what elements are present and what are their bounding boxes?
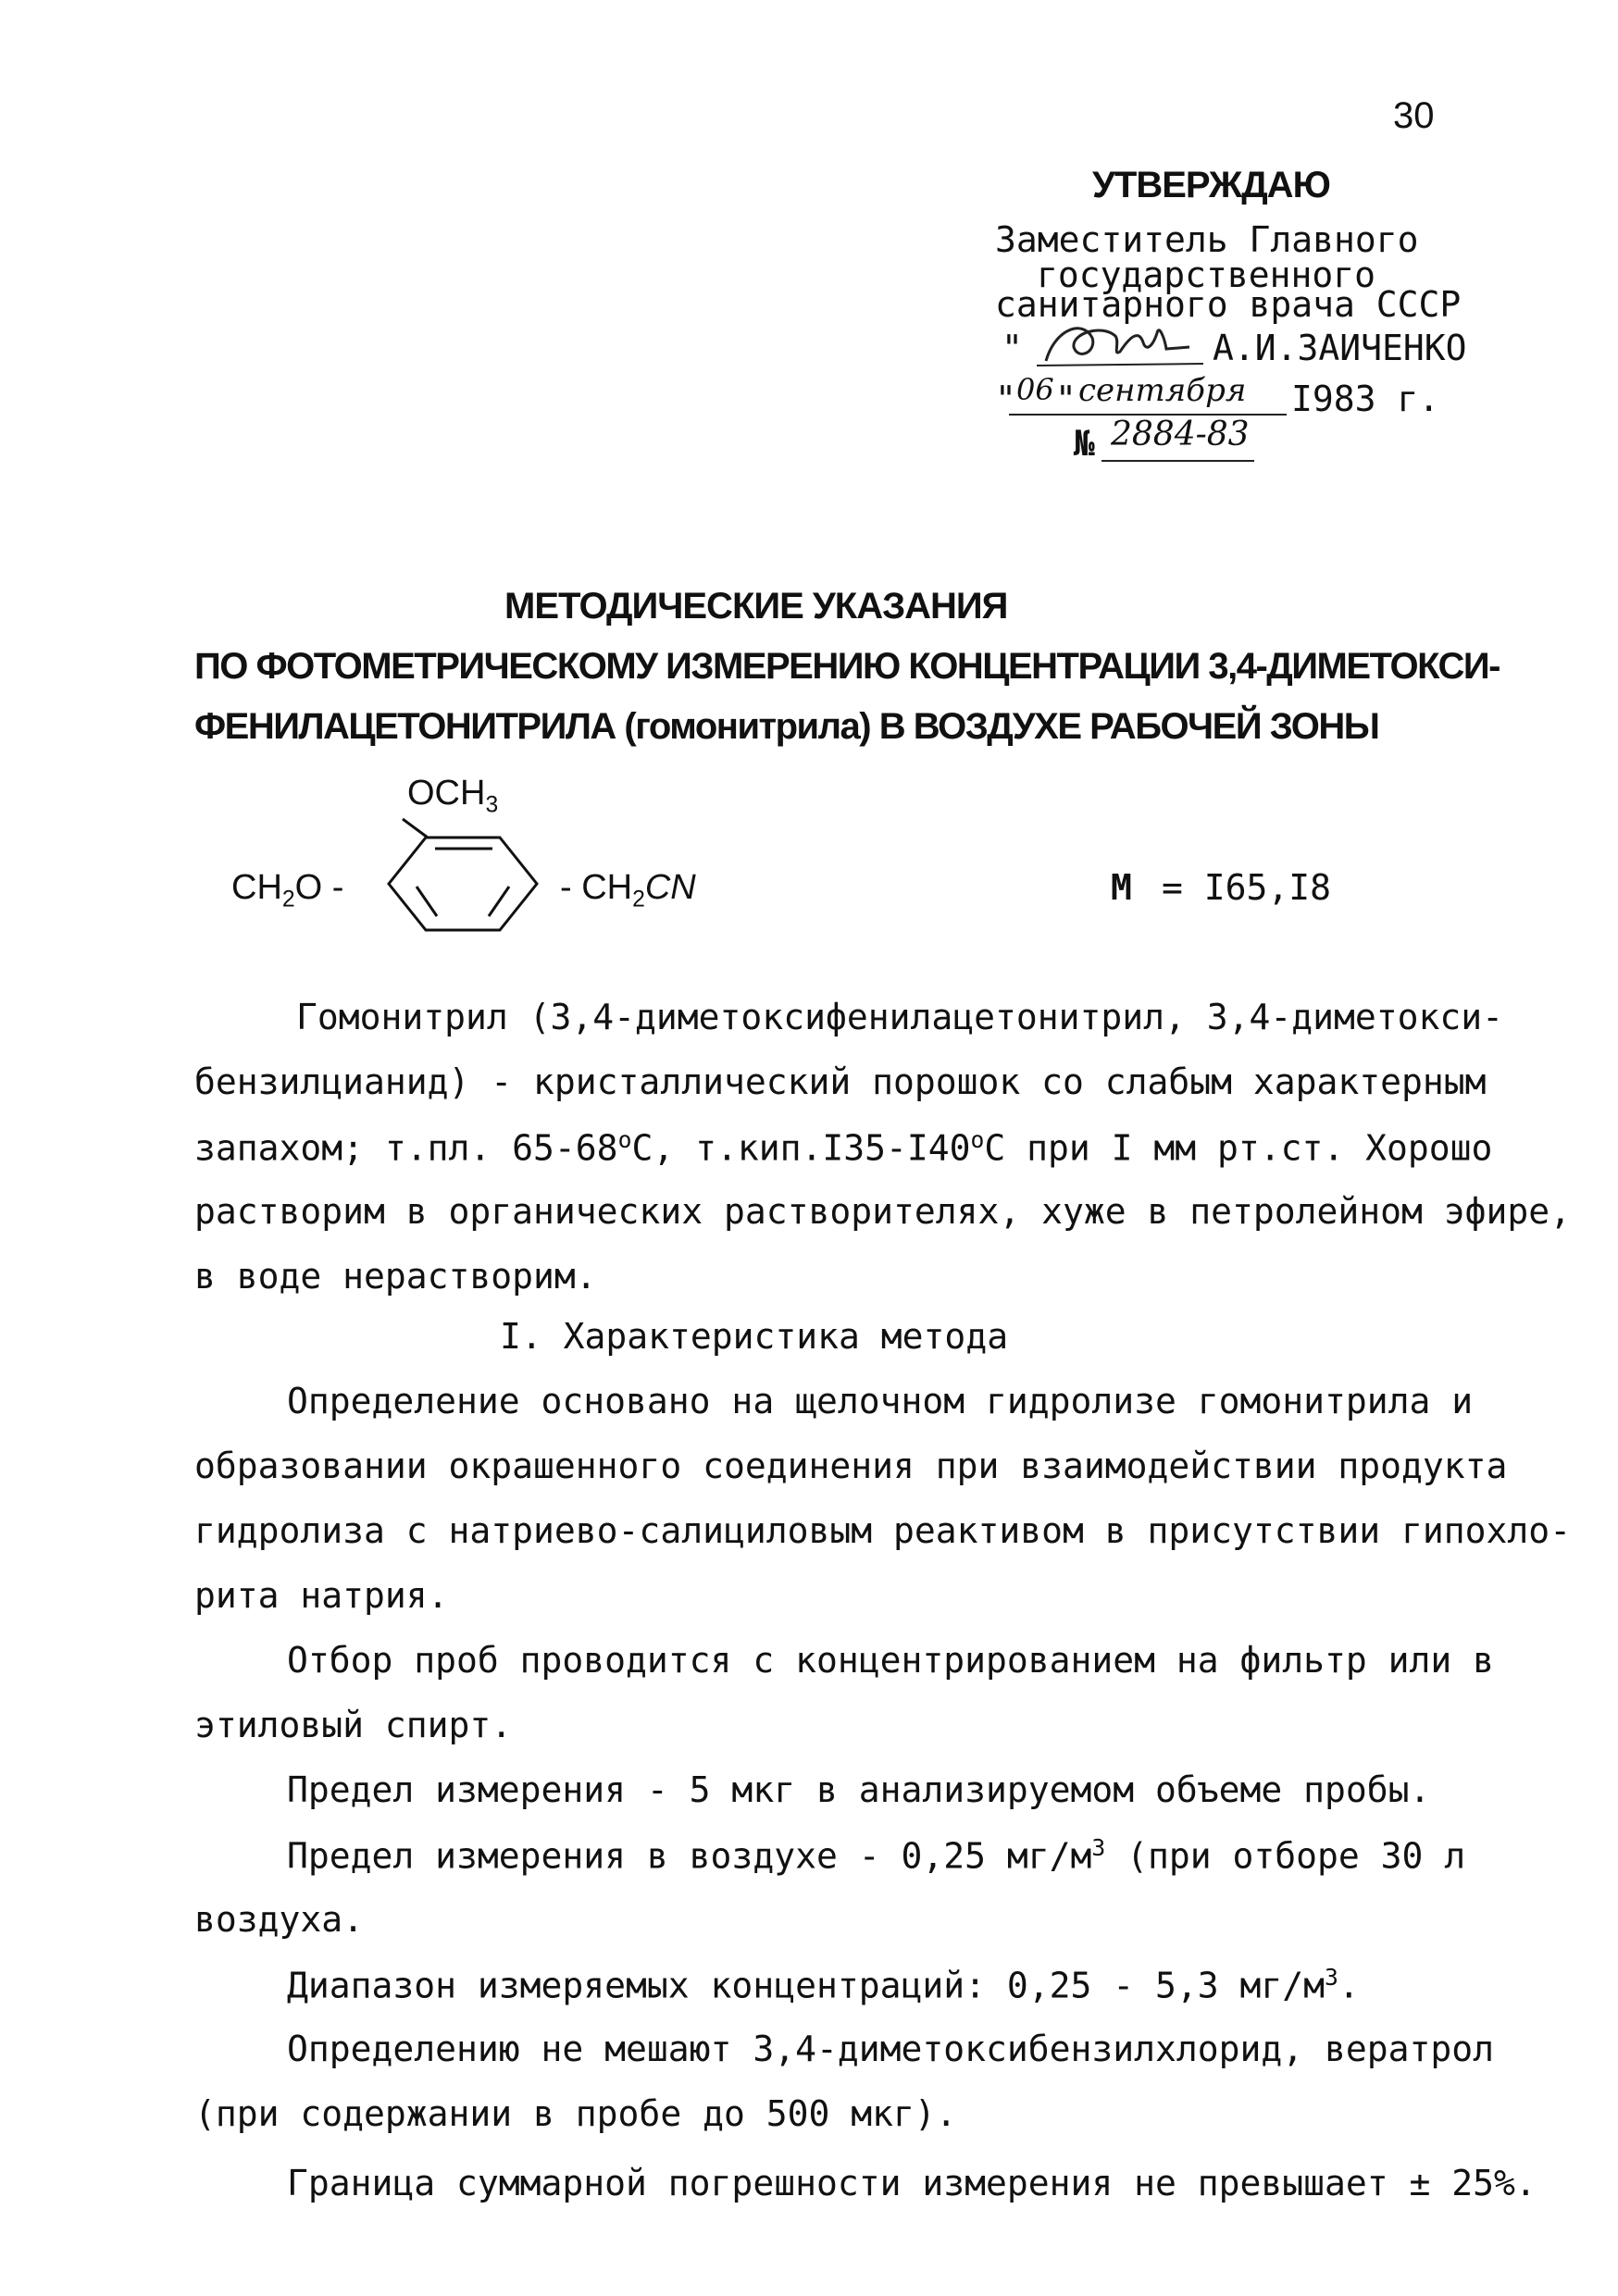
intro-line-3: запахом; т.пл. $65-68^оС$, $т.кип.I35-I40^оС$ при I мм рт.ст. Хорошо — [194, 1126, 1493, 1169]
approval-line-1: Заместитель Главного — [995, 219, 1419, 260]
para2-line-2: этиловый спирт. — [194, 1705, 513, 1745]
para1-line-2: образовании окрашенного соединения при взаимодействии продукта — [194, 1446, 1508, 1486]
intro-line-4: растворим в органических растворителях, хуже в петролейном эфире, — [194, 1191, 1572, 1232]
para5: Диапазон измеряемых концентраций: 0,25 - 5,3 $мг/м^3$. — [287, 1964, 1360, 2006]
number-handwritten: 2884-83 — [1111, 416, 1250, 453]
title-line-3: ФЕНИЛАЦЕТОНИТРИЛА (гомонитрила) В ВОЗДУХЕ РАБОЧЕЙ ЗОНЫ — [194, 706, 1379, 747]
section-heading: I. Характеристика метода — [500, 1316, 1009, 1357]
benzene-ring — [370, 814, 555, 953]
date-month: сентября — [1078, 372, 1247, 409]
para2-line-1: Отбор проб проводится с концентрированием на фильтр или в — [287, 1640, 1495, 1681]
molar-mass-value: = I65,I8 — [1162, 867, 1332, 908]
number-underline — [1101, 460, 1254, 462]
formula-top-group: $OCH_3$ — [407, 774, 499, 818]
para6-line-2: (при содержании в пробе до 500 мкг). — [194, 2093, 957, 2134]
page-number: 30 — [1393, 95, 1435, 136]
date-year: I983 г. — [1291, 379, 1440, 419]
intro-line-5: в воде нерастворим. — [194, 1256, 597, 1297]
para3: Предел измерения - 5 мкг в анализируемом объеме пробы. — [287, 1769, 1431, 1810]
title-line-2: ПО ФОТОМЕТРИЧЕСКОМУ ИЗМЕРЕНИЮ КОНЦЕНТРАЦИИ 3,4-ДИМЕТОКСИ- — [194, 646, 1500, 687]
para4-line-2: воздуха. — [194, 1899, 365, 1940]
molar-mass-label: М — [1111, 867, 1132, 908]
formula-right-group: - $CH_2CN$ — [560, 868, 696, 912]
number-prefix: № — [1074, 423, 1095, 464]
formula-left-group: $CH_2O$ - — [231, 868, 344, 912]
approval-heading: УТВЕРЖДАЮ — [1092, 165, 1330, 205]
para1-line-4: рита натрия. — [194, 1575, 449, 1616]
intro-line-1: Гомонитрил (3,4-диметоксифенилацетонитрил, 3,4-диметокси- — [296, 997, 1504, 1037]
handwritten-signature — [1027, 310, 1213, 375]
para1-line-3: гидролиза с натриево-салициловым реактивом в присутствии гипохло- — [194, 1510, 1572, 1551]
signature-quote: " — [1002, 328, 1023, 368]
date-quote-mid: " — [1055, 379, 1077, 419]
approval-line-2: государственного — [1037, 254, 1376, 295]
para4-line-1: Предел измерения в воздухе - 0,25 $мг/м^3$ (при отборе 30 л — [287, 1834, 1466, 1877]
signatory-name: А.И.ЗАИЧЕНКО — [1213, 328, 1467, 368]
approval-line-3: санитарного врача СССР — [995, 284, 1462, 325]
title-line-1: МЕТОДИЧЕСКИЕ УКАЗАНИЯ — [504, 586, 1008, 627]
para6-line-1: Определению не мешают 3,4-диметоксибензилхлорид, вератрол — [287, 2029, 1495, 2069]
date-quote-open: " — [995, 379, 1016, 419]
para1-line-1: Определение основано на щелочном гидролизе гомонитрила и — [287, 1381, 1474, 1421]
para7: Граница суммарной погрешности измерения не превышает ± 25%. — [287, 2163, 1537, 2203]
date-day: 06 — [1016, 372, 1054, 407]
intro-line-2: бензилцианид) - кристаллический порошок со слабым характерным — [194, 1061, 1487, 1102]
